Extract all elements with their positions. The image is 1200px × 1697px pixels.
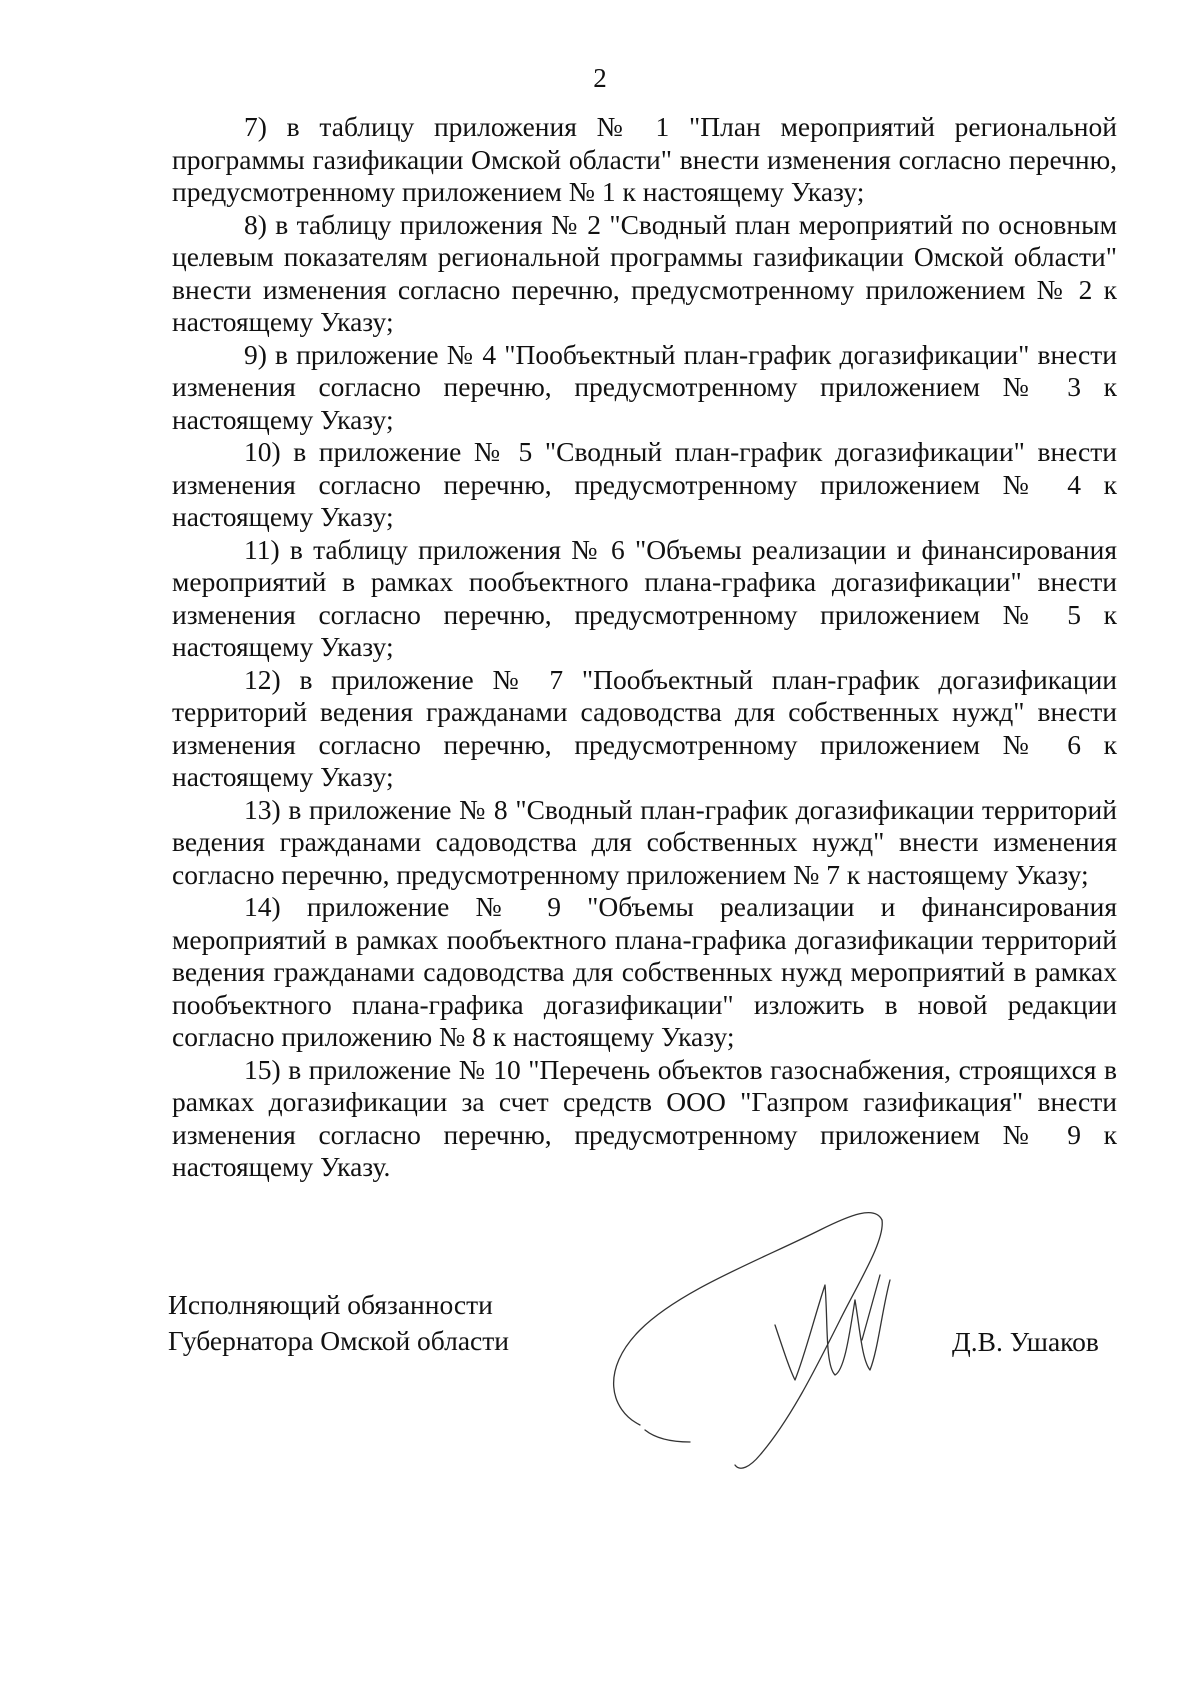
signatory-title-line-2: Губернатора Омской области — [168, 1325, 509, 1356]
page-number: 2 — [593, 63, 607, 93]
document-body — [172, 111, 1117, 1184]
paragraph-item-14: 14) приложение № 9 "Объемы реализации и финансирования мероприятий в рамках пообъектного плана-графика догазификации территорий ведения гражданами садоводства для собственных нужд мероприятий в рамках пообъектного плана-графика догазификации" изложить в новой редакции согласно приложению № 8 к настоящему Указу; — [172, 891, 1117, 1052]
signature-stroke — [855, 1280, 890, 1370]
signature-stroke — [775, 1285, 855, 1380]
signatory-title-line-1: Исполняющий обязанности — [168, 1289, 493, 1320]
signature-stroke — [645, 1430, 690, 1442]
signature-stroke — [735, 1220, 882, 1468]
signature-stroke — [862, 1275, 880, 1340]
paragraph-item-9: 9) в приложение № 4 "Пообъектный план-график догазификации" внести изменения согласно перечню, предусмотренному приложением № 3 к настоящему Указу; — [172, 338, 1117, 435]
signature-stroke — [614, 1213, 882, 1425]
signatory-title — [168, 1287, 509, 1359]
handwritten-signature — [600, 1180, 960, 1480]
paragraph-item-7: 7) в таблицу приложения № 1 "План мероприятий региональной программы газификации Омской области" внести изменения согласно перечню, предусмотренному приложением № 1 к настоящему Указу; — [172, 111, 1117, 207]
paragraph-item-12: 12) в приложение № 7 "Пообъектный план-график догазификации территорий ведения гражданами садоводства для собственных нужд" внести изменения согласно перечню, предусмотренному приложением № 6 к настоящему Указу; — [172, 663, 1117, 792]
paragraph-item-8: 8) в таблицу приложения № 2 "Сводный план мероприятий по основным целевым показателям региональной программы газификации Омской области" внести изменения согласно перечню, предусмотренному приложением № 2 к настоящему Указу; — [172, 208, 1117, 337]
paragraph-item-10: 10) в приложение № 5 "Сводный план-график догазификации" внести изменения согласно перечню, предусмотренному приложением № 4 к настоящему Указу; — [172, 436, 1117, 532]
paragraph-item-11: 11) в таблицу приложения № 6 "Объемы реализации и финансирования мероприятий в рамках пообъектного плана-графика догазификации" внести изменения согласно перечню, предусмотренному приложением № 5 к настоящему Указу; — [172, 533, 1117, 662]
signatory-name: Д.В. Ушаков — [952, 1326, 1099, 1357]
paragraph-item-15: 15) в приложение № 10 "Перечень объектов газоснабжения, строящихся в рамках догазификации за счет средств ООО "Газпром газификация" внести изменения согласно перечню, предусмотренному приложением № 9 к настоящему Указу. — [172, 1053, 1117, 1182]
paragraph-item-13: 13) в приложение № 8 "Сводный план-график догазификации территорий ведения гражданами садоводства для собственных нужд" внести изменения согласно перечню, предусмотренному приложением № 7 к настоящему Указу; — [172, 793, 1117, 890]
